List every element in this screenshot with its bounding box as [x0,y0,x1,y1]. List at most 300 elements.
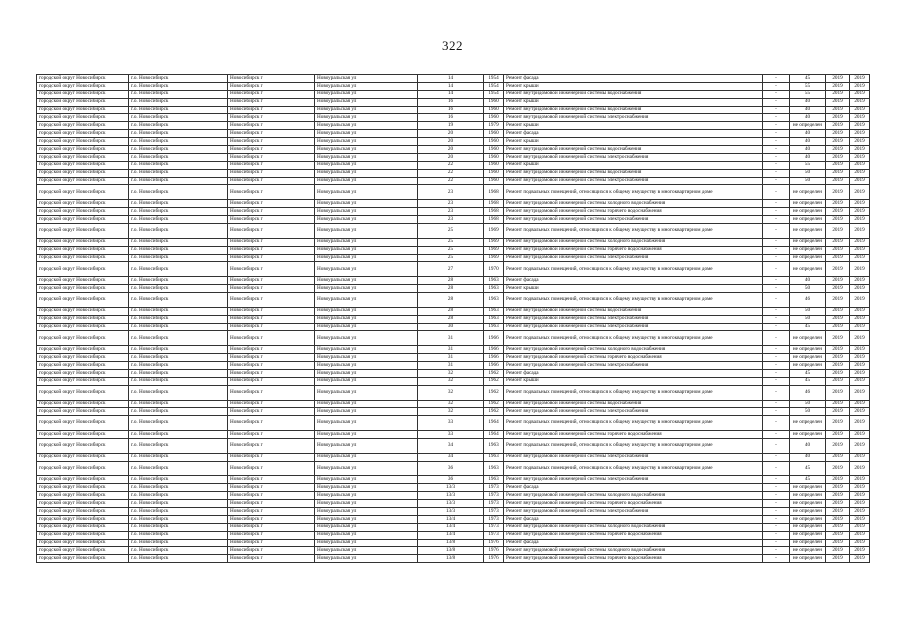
build-year-cell: 1973 [484,500,504,508]
street-cell: Новоуральская ул [315,523,418,531]
locality-cell: Новосибирск г [228,331,315,346]
municipal-district-cell: городской округ Новосибирск [37,200,129,208]
placeholder-cell: - [763,223,790,238]
build-year-cell: 1963 [484,307,504,315]
placeholder-cell: - [763,122,790,130]
city-district-cell: г.о. Новосибирск [129,453,228,461]
plan-start-year-cell: 2019 [826,75,850,83]
municipal-district-cell: городской округ Новосибирск [37,161,129,169]
table-row [37,106,870,114]
city-district-cell: г.о. Новосибирск [129,238,228,246]
build-year-cell: 1963 [484,323,504,331]
table-row [37,400,870,408]
cost-cell: 40 [790,138,826,146]
build-year-cell: 1963 [484,315,504,323]
work-type-cell: Ремонт внутридомовой инженерной системы холодного водоснабжения [504,346,763,354]
plan-end-year-cell: 2019 [850,98,870,106]
build-year-cell: 1963 [484,285,504,293]
build-year-cell: 1960 [484,98,504,106]
plan-start-year-cell: 2019 [826,476,850,484]
work-type-cell: Ремонт внутридомовой инженерной системы холодного водоснабжения [504,238,763,246]
table-row [37,138,870,146]
table-row [37,223,870,238]
table-row [37,307,870,315]
build-year-cell: 1960 [484,177,504,185]
build-year-cell: 1960 [484,161,504,169]
table-row [37,146,870,154]
street-cell: Новоуральская ул [315,185,418,200]
plan-start-year-cell: 2019 [826,238,850,246]
city-district-cell: г.о. Новосибирск [129,484,228,492]
work-type-cell: Ремонт внутридомовой инженерной системы горячего водоснабжения [504,500,763,508]
cost-cell: 50 [790,169,826,177]
locality-cell: Новосибирск г [228,130,315,138]
locality-cell: Новосибирск г [228,223,315,238]
build-year-cell: 1963 [484,277,504,285]
table-row [37,98,870,106]
work-type-cell: Ремонт внутридомовой инженерной системы электроснабжения [504,114,763,122]
table-row [37,492,870,500]
locality-cell: Новосибирск г [228,431,315,439]
plan-end-year-cell: 2019 [850,161,870,169]
house-number-cell: 34 [418,438,484,453]
locality-cell: Новосибирск г [228,492,315,500]
city-district-cell: г.о. Новосибирск [129,216,228,224]
build-year-cell: 1969 [484,254,504,262]
build-year-cell: 1954 [484,75,504,83]
house-number-cell: 32 [418,369,484,377]
plan-start-year-cell: 2019 [826,377,850,385]
street-cell: Новоуральская ул [315,75,418,83]
placeholder-cell: - [763,114,790,122]
city-district-cell: г.о. Новосибирск [129,377,228,385]
placeholder-cell: - [763,408,790,416]
street-cell: Новоуральская ул [315,354,418,362]
house-number-cell: 22 [418,161,484,169]
street-cell: Новоуральская ул [315,292,418,307]
placeholder-cell: - [763,461,790,476]
table-row [37,161,870,169]
municipal-district-cell: городской округ Новосибирск [37,75,129,83]
plan-start-year-cell: 2019 [826,461,850,476]
cost-cell: 45 [790,461,826,476]
cost-cell: не определен [790,416,826,431]
build-year-cell: 1973 [484,492,504,500]
street-cell: Новоуральская ул [315,216,418,224]
work-type-cell: Ремонт крыши [504,377,763,385]
house-number-cell: 13/4 [418,515,484,523]
build-year-cell: 1979 [484,122,504,130]
plan-start-year-cell: 2019 [826,161,850,169]
city-district-cell: г.о. Новосибирск [129,315,228,323]
plan-start-year-cell: 2019 [826,169,850,177]
build-year-cell: 1966 [484,346,504,354]
table-row [37,555,870,563]
street-cell: Новоуральская ул [315,408,418,416]
street-cell: Новоуральская ул [315,106,418,114]
street-cell: Новоуральская ул [315,177,418,185]
municipal-district-cell: городской округ Новосибирск [37,547,129,555]
locality-cell: Новосибирск г [228,277,315,285]
locality-cell: Новосибирск г [228,461,315,476]
house-number-cell: 33 [418,416,484,431]
locality-cell: Новосибирск г [228,400,315,408]
city-district-cell: г.о. Новосибирск [129,547,228,555]
plan-end-year-cell: 2019 [850,82,870,90]
street-cell: Новоуральская ул [315,476,418,484]
plan-end-year-cell: 2019 [850,331,870,346]
plan-end-year-cell: 2019 [850,377,870,385]
municipal-district-cell: городской округ Новосибирск [37,453,129,461]
city-district-cell: г.о. Новосибирск [129,369,228,377]
locality-cell: Новосибирск г [228,262,315,277]
plan-start-year-cell: 2019 [826,114,850,122]
work-type-cell: Ремонт подвальных помещений, относящихся к общему имуществу в многоквартирном доме [504,438,763,453]
street-cell: Новоуральская ул [315,438,418,453]
city-district-cell: г.о. Новосибирск [129,254,228,262]
plan-end-year-cell: 2019 [850,515,870,523]
locality-cell: Новосибирск г [228,539,315,547]
work-type-cell: Ремонт внутридомовой инженерной системы электроснабжения [504,408,763,416]
locality-cell: Новосибирск г [228,146,315,154]
street-cell: Новоуральская ул [315,547,418,555]
city-district-cell: г.о. Новосибирск [129,508,228,516]
house-number-cell: 20 [418,130,484,138]
table-row [37,246,870,254]
work-type-cell: Ремонт внутридомовой инженерной системы электроснабжения [504,177,763,185]
plan-end-year-cell: 2019 [850,476,870,484]
house-number-cell: 20 [418,138,484,146]
work-type-cell: Ремонт внутридомовой инженерной системы водоснабжения [504,106,763,114]
work-type-cell: Ремонт внутридомовой инженерной системы электроснабжения [504,508,763,516]
house-number-cell: 30 [418,323,484,331]
plan-end-year-cell: 2019 [850,500,870,508]
build-year-cell: 1968 [484,200,504,208]
municipal-district-cell: городской округ Новосибирск [37,153,129,161]
municipal-district-cell: городской округ Новосибирск [37,346,129,354]
street-cell: Новоуральская ул [315,539,418,547]
table-row [37,315,870,323]
house-number-cell: 13/3 [418,484,484,492]
locality-cell: Новосибирск г [228,216,315,224]
plan-end-year-cell: 2019 [850,555,870,563]
locality-cell: Новосибирск г [228,114,315,122]
municipal-district-cell: городской округ Новосибирск [37,169,129,177]
locality-cell: Новосибирск г [228,122,315,130]
street-cell: Новоуральская ул [315,453,418,461]
table-row [37,238,870,246]
house-number-cell: 22 [418,169,484,177]
work-type-cell: Ремонт внутридомовой инженерной системы водоснабжения [504,90,763,98]
municipal-district-cell: городской округ Новосибирск [37,307,129,315]
house-number-cell: 32 [418,377,484,385]
locality-cell: Новосибирск г [228,161,315,169]
table-row [37,177,870,185]
work-type-cell: Ремонт внутридомовой инженерной системы холодного водоснабжения [504,492,763,500]
plan-end-year-cell: 2019 [850,146,870,154]
work-type-cell: Ремонт внутридомовой инженерной системы водоснабжения [504,307,763,315]
plan-end-year-cell: 2019 [850,431,870,439]
cost-cell: не определен [790,185,826,200]
build-year-cell: 1969 [484,246,504,254]
house-number-cell: 23 [418,185,484,200]
municipal-district-cell: городской округ Новосибирск [37,246,129,254]
work-type-cell: Ремонт внутридомовой инженерной системы электроснабжения [504,362,763,370]
plan-start-year-cell: 2019 [826,262,850,277]
municipal-district-cell: городской округ Новосибирск [37,484,129,492]
locality-cell: Новосибирск г [228,354,315,362]
locality-cell: Новосибирск г [228,369,315,377]
house-number-cell: 14 [418,82,484,90]
city-district-cell: г.о. Новосибирск [129,438,228,453]
plan-start-year-cell: 2019 [826,254,850,262]
plan-start-year-cell: 2019 [826,106,850,114]
cost-cell: не определен [790,354,826,362]
municipal-district-cell: городской округ Новосибирск [37,523,129,531]
placeholder-cell: - [763,90,790,98]
cost-cell: 55 [790,90,826,98]
plan-end-year-cell: 2019 [850,185,870,200]
work-type-cell: Ремонт крыши [504,82,763,90]
plan-end-year-cell: 2019 [850,106,870,114]
house-number-cell: 13/8 [418,547,484,555]
plan-start-year-cell: 2019 [826,508,850,516]
work-type-cell: Ремонт фасада [504,75,763,83]
city-district-cell: г.о. Новосибирск [129,400,228,408]
plan-start-year-cell: 2019 [826,500,850,508]
plan-end-year-cell: 2019 [850,416,870,431]
city-district-cell: г.о. Новосибирск [129,138,228,146]
municipal-district-cell: городской округ Новосибирск [37,315,129,323]
municipal-district-cell: городской округ Новосибирск [37,185,129,200]
house-number-cell: 23 [418,208,484,216]
cost-cell: не определен [790,500,826,508]
municipal-district-cell: городской округ Новосибирск [37,369,129,377]
work-type-cell: Ремонт внутридомовой инженерной системы холодного водоснабжения [504,200,763,208]
house-number-cell: 31 [418,362,484,370]
work-type-cell: Ремонт внутридомовой инженерной системы электроснабжения [504,315,763,323]
table-row [37,408,870,416]
plan-start-year-cell: 2019 [826,539,850,547]
placeholder-cell: - [763,307,790,315]
cost-cell: не определен [790,492,826,500]
locality-cell: Новосибирск г [228,246,315,254]
cost-cell: не определен [790,346,826,354]
plan-start-year-cell: 2019 [826,354,850,362]
plan-start-year-cell: 2019 [826,185,850,200]
placeholder-cell: - [763,106,790,114]
cost-cell: не определен [790,246,826,254]
house-number-cell: 13/3 [418,500,484,508]
house-number-cell: 25 [418,254,484,262]
locality-cell: Новосибирск г [228,90,315,98]
work-type-cell: Ремонт внутридомовой инженерной системы электроснабжения [504,153,763,161]
municipal-district-cell: городской округ Новосибирск [37,515,129,523]
plan-end-year-cell: 2019 [850,484,870,492]
placeholder-cell: - [763,82,790,90]
plan-start-year-cell: 2019 [826,246,850,254]
plan-start-year-cell: 2019 [826,438,850,453]
placeholder-cell: - [763,377,790,385]
table-row [37,431,870,439]
street-cell: Новоуральская ул [315,146,418,154]
cost-cell: 45 [790,323,826,331]
plan-start-year-cell: 2019 [826,200,850,208]
plan-start-year-cell: 2019 [826,307,850,315]
plan-start-year-cell: 2019 [826,431,850,439]
city-district-cell: г.о. Новосибирск [129,331,228,346]
cost-cell: не определен [790,238,826,246]
house-number-cell: 28 [418,315,484,323]
work-type-cell: Ремонт внутридомовой инженерной системы горячего водоснабжения [504,208,763,216]
placeholder-cell: - [763,492,790,500]
cost-cell: 40 [790,106,826,114]
table-row [37,484,870,492]
street-cell: Новоуральская ул [315,515,418,523]
table-row [37,362,870,370]
street-cell: Новоуральская ул [315,307,418,315]
placeholder-cell: - [763,161,790,169]
house-number-cell: 36 [418,461,484,476]
plan-end-year-cell: 2019 [850,523,870,531]
city-district-cell: г.о. Новосибирск [129,346,228,354]
plan-end-year-cell: 2019 [850,292,870,307]
cost-cell: не определен [790,254,826,262]
work-type-cell: Ремонт внутридомовой инженерной системы водоснабжения [504,400,763,408]
locality-cell: Новосибирск г [228,377,315,385]
cost-cell: не определен [790,362,826,370]
plan-end-year-cell: 2019 [850,492,870,500]
build-year-cell: 1960 [484,130,504,138]
plan-end-year-cell: 2019 [850,285,870,293]
work-type-cell: Ремонт крыши [504,138,763,146]
plan-start-year-cell: 2019 [826,130,850,138]
municipal-district-cell: городской округ Новосибирск [37,461,129,476]
cost-cell: 40 [790,114,826,122]
municipal-district-cell: городской округ Новосибирск [37,500,129,508]
build-year-cell: 1963 [484,461,504,476]
municipal-district-cell: городской округ Новосибирск [37,400,129,408]
plan-end-year-cell: 2019 [850,216,870,224]
plan-start-year-cell: 2019 [826,555,850,563]
plan-end-year-cell: 2019 [850,408,870,416]
house-number-cell: 16 [418,98,484,106]
placeholder-cell: - [763,216,790,224]
placeholder-cell: - [763,431,790,439]
street-cell: Новоуральская ул [315,346,418,354]
municipal-district-cell: городской округ Новосибирск [37,323,129,331]
table-row [37,169,870,177]
municipal-district-cell: городской округ Новосибирск [37,90,129,98]
house-number-cell: 23 [418,200,484,208]
plan-end-year-cell: 2019 [850,438,870,453]
work-type-cell: Ремонт внутридомовой инженерной системы водоснабжения [504,169,763,177]
locality-cell: Новосибирск г [228,75,315,83]
plan-start-year-cell: 2019 [826,453,850,461]
work-type-cell: Ремонт внутридомовой инженерной системы горячего водоснабжения [504,246,763,254]
street-cell: Новоуральская ул [315,315,418,323]
house-number-cell: 33 [418,431,484,439]
build-year-cell: 1963 [484,292,504,307]
municipal-district-cell: городской округ Новосибирск [37,106,129,114]
cost-cell: 50 [790,408,826,416]
city-district-cell: г.о. Новосибирск [129,539,228,547]
house-number-cell: 31 [418,346,484,354]
placeholder-cell: - [763,138,790,146]
table-row [37,547,870,555]
build-year-cell: 1976 [484,539,504,547]
street-cell: Новоуральская ул [315,492,418,500]
placeholder-cell: - [763,185,790,200]
cost-cell: 50 [790,307,826,315]
plan-end-year-cell: 2019 [850,539,870,547]
placeholder-cell: - [763,323,790,331]
table-row [37,262,870,277]
locality-cell: Новосибирск г [228,500,315,508]
street-cell: Новоуральская ул [315,362,418,370]
plan-start-year-cell: 2019 [826,138,850,146]
street-cell: Новоуральская ул [315,169,418,177]
locality-cell: Новосибирск г [228,254,315,262]
city-district-cell: г.о. Новосибирск [129,285,228,293]
placeholder-cell: - [763,369,790,377]
street-cell: Новоуральская ул [315,416,418,431]
plan-start-year-cell: 2019 [826,323,850,331]
cost-cell: не определен [790,431,826,439]
city-district-cell: г.о. Новосибирск [129,177,228,185]
plan-start-year-cell: 2019 [826,331,850,346]
house-number-cell: 13/8 [418,555,484,563]
work-type-cell: Ремонт фасада [504,277,763,285]
locality-cell: Новосибирск г [228,555,315,563]
plan-start-year-cell: 2019 [826,385,850,400]
plan-start-year-cell: 2019 [826,122,850,130]
city-district-cell: г.о. Новосибирск [129,323,228,331]
locality-cell: Новосибирск г [228,323,315,331]
placeholder-cell: - [763,500,790,508]
table-row [37,331,870,346]
cost-cell: 45 [790,476,826,484]
house-number-cell: 19 [418,122,484,130]
city-district-cell: г.о. Новосибирск [129,114,228,122]
plan-end-year-cell: 2019 [850,354,870,362]
street-cell: Новоуральская ул [315,138,418,146]
work-type-cell: Ремонт внутридомовой инженерной системы горячего водоснабжения [504,354,763,362]
work-type-cell: Ремонт подвальных помещений, относящихся к общему имуществу в многоквартирном доме [504,416,763,431]
table-row [37,292,870,307]
build-year-cell: 1960 [484,146,504,154]
city-district-cell: г.о. Новосибирск [129,122,228,130]
house-number-cell: 14 [418,75,484,83]
municipal-district-cell: городской округ Новосибирск [37,292,129,307]
work-type-cell: Ремонт фасада [504,130,763,138]
work-type-cell: Ремонт подвальных помещений, относящихся к общему имуществу в многоквартирном доме [504,223,763,238]
city-district-cell: г.о. Новосибирск [129,82,228,90]
table-row [37,508,870,516]
plan-end-year-cell: 2019 [850,400,870,408]
street-cell: Новоуральская ул [315,461,418,476]
table-row [37,438,870,453]
cost-cell: 45 [790,369,826,377]
locality-cell: Новосибирск г [228,453,315,461]
work-type-cell: Ремонт фасада [504,515,763,523]
street-cell: Новоуральская ул [315,431,418,439]
cost-cell: не определен [790,515,826,523]
locality-cell: Новосибирск г [228,315,315,323]
cost-cell: 55 [790,161,826,169]
locality-cell: Новосибирск г [228,238,315,246]
city-district-cell: г.о. Новосибирск [129,161,228,169]
